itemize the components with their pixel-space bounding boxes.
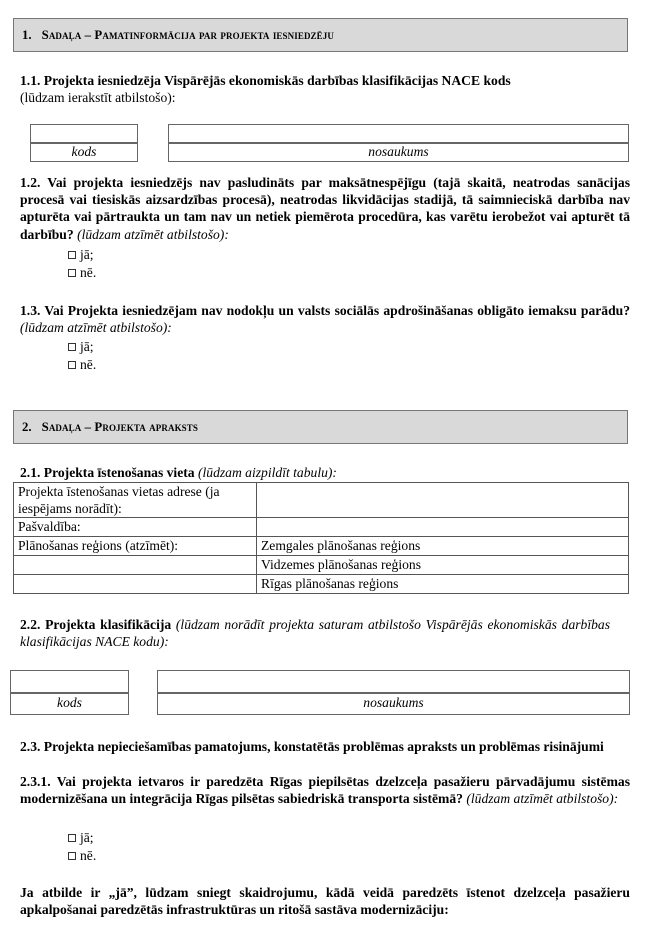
- table-cell-label: [14, 575, 257, 594]
- section-2-number: 2.: [22, 419, 32, 434]
- option-1-2-no[interactable]: nē.: [68, 264, 96, 281]
- followup-text: [20, 884, 630, 918]
- checkbox[interactable]: [68, 343, 76, 351]
- section-2-title: Sadaļa – Projekta apraksts: [41, 419, 198, 434]
- section-2-header: [13, 410, 628, 444]
- option-1-2-yes[interactable]: jā;: [68, 246, 94, 263]
- table-row: [14, 556, 629, 575]
- section-1-title: Sadaļa – Pamatinformācija par projekta iesniedzēju: [41, 27, 334, 42]
- question-2-1-title: 2.1. Projekta īstenošanas vieta: [20, 465, 195, 480]
- checkbox[interactable]: [68, 269, 76, 277]
- question-2-3-1-title: 2.3.1. Vai projekta ietvaros ir paredzēta Rīgas piepilsētas dzelzceļa pasažieru pārvadājumu sistēmas modernizēšana un integrācija Rīgas pilsētas sabiedriskā transporta sistēmā?: [20, 774, 630, 807]
- table-cell-value[interactable]: Rīgas plānošanas reģions: [257, 575, 629, 594]
- question-2-2-title: 2.2. Projekta klasifikācija: [20, 617, 172, 632]
- option-2-3-1-yes[interactable]: jā;: [68, 829, 94, 846]
- nace-name-input-2[interactable]: [157, 670, 630, 693]
- followup-text-content: Ja atbilde ir „jā”, lūdzam sniegt skaidrojumu, kādā veidā paredzēts īstenot dzelzceļa pasažieru apkalpošanai paredzētās infrastruktūras un ritošā sastāva modernizāciju:: [20, 885, 630, 918]
- table-cell-label: [14, 556, 257, 575]
- question-2-2: [20, 616, 610, 650]
- checkbox[interactable]: [68, 251, 76, 259]
- nace-code-input-1[interactable]: [30, 124, 138, 143]
- option-1-3-no[interactable]: nē.: [68, 356, 96, 373]
- table-cell-value[interactable]: Vidzemes plānošanas reģions: [257, 556, 629, 575]
- location-table: [13, 482, 629, 594]
- nace-code-label-2: kods: [57, 695, 82, 710]
- question-2-2-hint: (lūdzam norādīt projekta saturam atbilstošo Vispārējās ekonomiskās darbības klasifikācijas NACE kodu):: [20, 617, 610, 650]
- question-1-3: [20, 302, 630, 336]
- question-1-2-title: 1.2. Vai projekta iesniedzējs nav pasludināts par maksātnespējīgu (tajā skaitā, neatrodas sanācijas procesā vai tiesiskās aizsardzības procesā), neatrodas likvidācijas stadijā, tā saimnieciskā darbība nav apturēta vai pārtraukta un tam nav un netiek piemērota procedūra, kas varētu ierobežot vai apturēt tā darbību?: [20, 175, 630, 242]
- table-row: [14, 575, 629, 594]
- option-1-3-yes[interactable]: jā;: [68, 338, 94, 355]
- section-1-number: 1.: [22, 27, 32, 42]
- question-2-1-hint: (lūdzam aizpildīt tabulu):: [197, 465, 337, 480]
- nace-name-label-1: nosaukums: [368, 144, 429, 159]
- nace-name-input-1[interactable]: [168, 124, 629, 143]
- question-1-3-hint: (lūdzam atzīmēt atbilstošo):: [20, 320, 172, 336]
- table-cell-value[interactable]: [257, 483, 629, 518]
- question-1-2-hint: (lūdzam atzīmēt atbilstošo):: [77, 226, 229, 242]
- table-row: [14, 518, 629, 537]
- question-2-3-1-hint: (lūdzam atzīmēt atbilstošo):: [466, 791, 619, 807]
- table-cell-label: Projekta īstenošanas vietas adrese (ja iespējams norādīt):: [14, 483, 257, 518]
- question-1-3-title: 1.3. Vai Projekta iesniedzējam nav nodokļu un valsts sociālās apdrošināšanas obligāto iemaksu parādu?: [20, 303, 630, 318]
- table-cell-label: Plānošanas reģions (atzīmēt):: [14, 537, 257, 556]
- question-1-1-hint: (lūdzam ierakstīt atbilstošo):: [20, 90, 176, 106]
- checkbox[interactable]: [68, 361, 76, 369]
- table-cell-label: Pašvaldība:: [14, 518, 257, 537]
- table-cell-value[interactable]: [257, 518, 629, 537]
- checkbox[interactable]: [68, 852, 76, 860]
- table-row: [14, 483, 629, 518]
- nace-name-label-2: nosaukums: [363, 695, 424, 710]
- nace-code-input-2[interactable]: [10, 670, 129, 693]
- question-2-3: [20, 738, 630, 755]
- question-2-1: [20, 464, 630, 481]
- question-2-3-title: 2.3. Projekta nepieciešamības pamatojums, konstatētās problēmas apraksts un problēmas risinājumi: [20, 739, 604, 754]
- checkbox[interactable]: [68, 834, 76, 842]
- table-row: [14, 537, 629, 556]
- question-1-1: [20, 72, 630, 106]
- question-1-2: [20, 174, 630, 243]
- section-1-header: [13, 18, 628, 52]
- nace-code-label-1: kods: [71, 144, 97, 159]
- option-2-3-1-no[interactable]: nē.: [68, 847, 96, 864]
- table-cell-value[interactable]: Zemgales plānošanas reģions: [257, 537, 629, 556]
- question-2-3-1: [20, 773, 630, 807]
- question-1-1-title: 1.1. Projekta iesniedzēja Vispārējās ekonomiskās darbības klasifikācijas NACE kods: [20, 73, 511, 88]
